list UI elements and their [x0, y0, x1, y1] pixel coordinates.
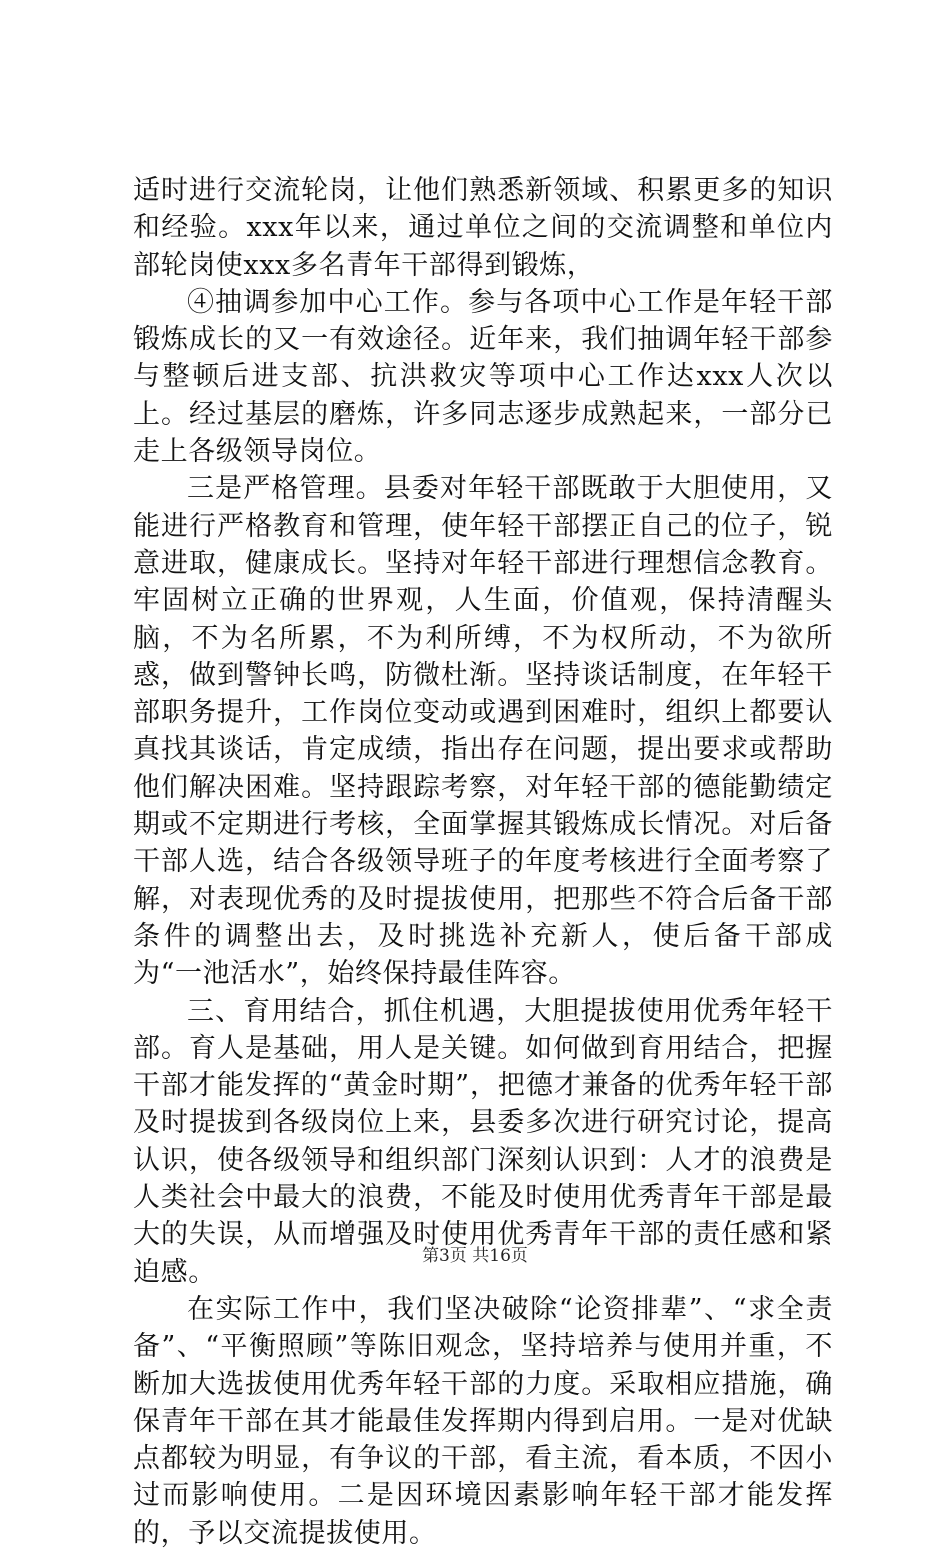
paragraph-4: 三、育用结合，抓住机遇，大胆提拔使用优秀年轻干部。育人是基础，用人是关键。如何做到育用结合，把握干部才能发挥的“黄金时期”，把德才兼备的优秀年轻干部及时提拔到各级岗位上来，县委多次进行研究讨论，提高认识，使各级领导和组织部门深刻认识到：人才的浪费是人类社会中最大的浪费，不能及时使用优秀青年干部是最大的失误，从而增强及时使用优秀青年干部的责任感和紧迫感。 — [133, 995, 833, 1288]
paragraph-5: 在实际工作中，我们坚决破除“论资排辈”、“求全责备”、“平衡照顾”等陈旧观念，坚持培养与使用并重，不断加大选拔使用优秀年轻干部的力度。采取相应措施，确保青年干部在其才能最佳发挥期内得到启用。一是对优缺点都较为明显，有争议的干部，看主流，看本质，不因小过而影响使用。二是因环境因素影响年轻干部才能发挥的，予以交流提拔使用。 — [133, 1293, 833, 1549]
page-number: 第3页 共16页 — [422, 1246, 528, 1266]
paragraph-1: 适时进行交流轮岗，让他们熟悉新领域、积累更多的知识和经验。xxx年以来，通过单位之间的交流调整和单位内部轮岗使xxx多名青年干部得到锻炼， — [133, 175, 833, 281]
document-body — [133, 172, 833, 1552]
paragraph-3: 三是严格管理。县委对年轻干部既敢于大胆使用，又能进行严格教育和管理，使年轻干部摆正自己的位子，锐意进取，健康成长。坚持对年轻干部进行理想信念教育。牢固树立正确的世界观，人生面，价值观，保持清醒头脑，不为名所累，不为利所缚，不为权所动，不为欲所惑，做到警钟长鸣，防微杜渐。坚持谈话制度，在年轻干部职务提升，工作岗位变动或遇到困难时，组织上都要认真找其谈话，肯定成绩，指出存在问题，提出要求或帮助他们解决困难。坚持跟踪考察，对年轻干部的德能勤绩定期或不定期进行考核，全面掌握其锻炼成长情况。对后备干部人选，结合各级领导班子的年度考核进行全面考察了解，对表现优秀的及时提拔使用，把那些不符合后备干部条件的调整出去，及时挑选补充新人，使后备干部成为“一池活水”，始终保持最佳阵容。 — [133, 473, 833, 990]
paragraph-2: ④抽调参加中心工作。参与各项中心工作是年轻干部锻炼成长的又一有效途径。近年来，我们抽调年轻干部参与整顿后进支部、抗洪救灾等项中心工作达xxx人次以上。经过基层的磨炼，许多同志逐步成熟起来，一部分已走上各级领导岗位。 — [133, 286, 833, 468]
